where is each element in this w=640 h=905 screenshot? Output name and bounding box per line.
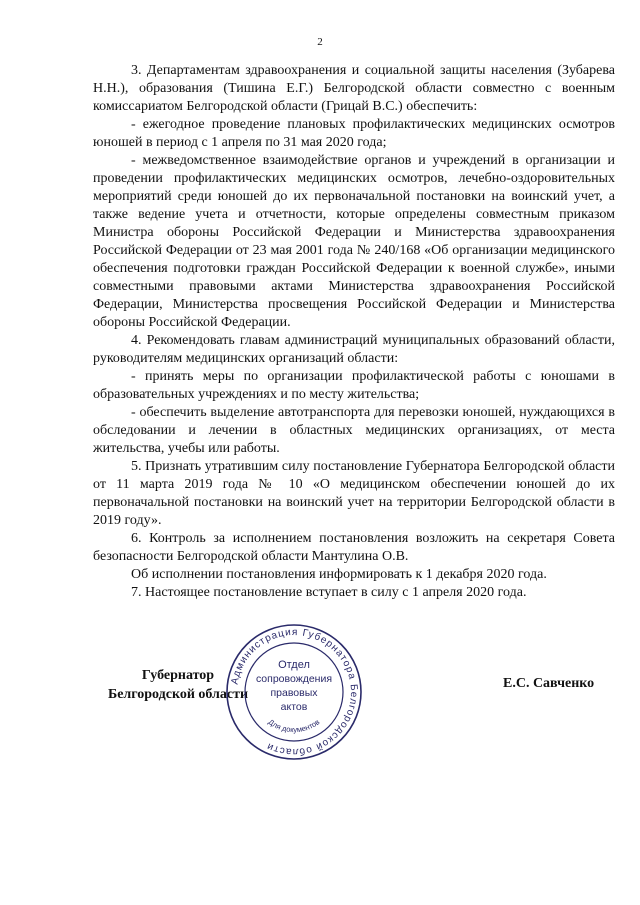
paragraph-6: 6. Контроль за исполнением постановления возложить на секретаря Совета безопасности Белгородской области Мантулина О.В. (93, 531, 615, 564)
page-number: 2 (317, 36, 323, 48)
stamp-inner-line4: актов (280, 701, 308, 713)
paragraph-4-item-2: - обеспечить выделение автотранспорта для перевозки юношей, нуждающихся в обследовании и лечении в областных медицинских организациях, от места жительства, учебы или работы. (93, 405, 615, 456)
paragraph-6-report: Об исполнении постановления информировать к 1 декабря 2020 года. (131, 567, 547, 582)
signature-title-line2: Белгородской области (107, 687, 249, 702)
official-stamp (224, 622, 364, 762)
signature-title-line1: Губернатор (141, 668, 215, 683)
document-body (93, 62, 615, 602)
stamp-inner-line1: Отдел (278, 659, 310, 671)
stamp-inner-line3: правовых (270, 687, 318, 699)
stamp-inner-line2: сопровождения (255, 673, 333, 685)
paragraph-4-item-1: - принять меры по организации профилактической работы с юношами в образовательных учреждениях и по месту жительства; (93, 369, 615, 402)
paragraph-3-item-1: - ежегодное проведение плановых профилактических медицинских осмотров юношей в период с 1 апреля по 31 мая 2020 года; (93, 117, 615, 150)
paragraph-7: 7. Настоящее постановление вступает в силу с 1 апреля 2020 года. (131, 585, 527, 600)
paragraph-3-item-2: - межведомственное взаимодействие органов и учреждений в организации и проведении профилактических медицинских осмотров, лечебно-оздоровительных мероприятий среди юношей до их первоначальной постановки на воинский учет, а также ведение учета и отчетности, которые определены совместным приказом Министра обороны Российской Федерации и Министерства здравоохранения Российской Федерации от 23 мая 2001 года № 240/168 «Об организации медицинского обеспечения подготовки граждан Российской Федерации к военной службе», иными совместными правовыми актами Министерства здравоохранения Российской Федерации, Министерства просвещения Российской Федерации и Министерства обороны Российской Федерации. (93, 153, 615, 330)
signature-name: Е.С. Савченко (503, 676, 595, 691)
paragraph-5: 5. Признать утратившим силу постановление Губернатора Белгородской области от 11 марта 2019 года № 10 «О медицинском обеспечении юношей до их первоначальной постановки на воинский учет на территории Белгородской области в 2019 году». (93, 459, 615, 528)
stamp-bottom-text: Для документов (266, 717, 322, 735)
paragraph-4: 4. Рекомендовать главам администраций муниципальных образований области, руководителям медицинских организаций области: (93, 333, 615, 366)
stamp-outer-text: Администрация Губернатора Белгородской области (229, 626, 360, 758)
paragraph-3: 3. Департаментам здравоохранения и социальной защиты населения (Зубарева Н.Н.), образования (Тишина Е.Г.) Белгородской области совместно с военным комиссариатом Белгородской области (Грицай В.С.) обеспечить: (93, 63, 615, 114)
